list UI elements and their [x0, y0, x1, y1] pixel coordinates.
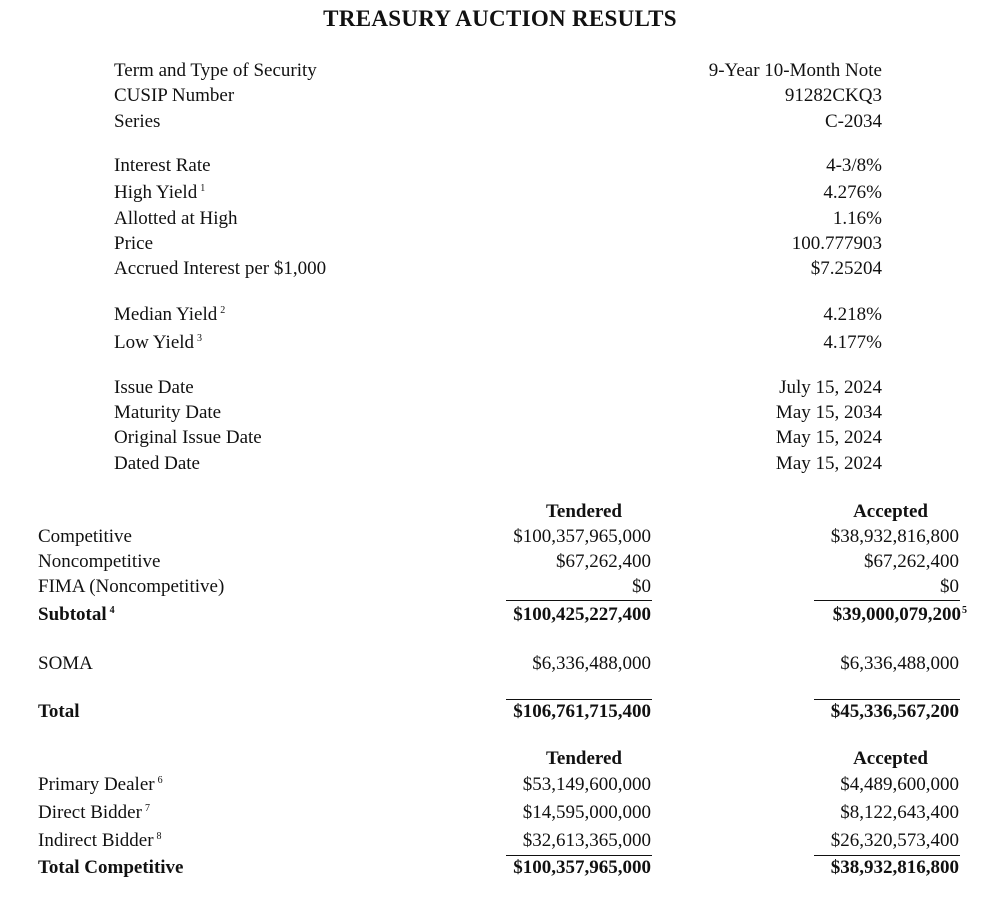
security-label: Low Yield $^3$: [114, 332, 203, 353]
security-row-median-yield: [0, 303, 1000, 327]
cell-tendered: $106,761,715,400: [513, 701, 651, 722]
security-row-dated-date: [0, 452, 1000, 476]
row-label: Subtotal $^4$: [38, 604, 115, 625]
table-row: [0, 773, 1000, 797]
security-label: Maturity Date: [114, 402, 222, 423]
row-label: Competitive: [38, 526, 132, 547]
cell-tendered: $100,357,965,000: [513, 857, 651, 878]
security-value: 4.218%: [823, 304, 882, 325]
footnote-ref: 2: [220, 305, 226, 316]
cell-tendered: $100,425,227,400: [513, 604, 651, 625]
cell-accepted: $39,000,079,200$^5$: [832, 604, 967, 625]
security-value: $7.25204: [810, 258, 882, 279]
subtotal-rule-accepted: [814, 600, 960, 601]
row-label: SOMA: [38, 653, 93, 674]
security-row-price: [0, 232, 1000, 256]
security-row-allotted: [0, 207, 1000, 231]
footnote-ref: 7: [144, 803, 150, 814]
cell-tendered: $67,262,400: [556, 551, 651, 572]
cell-accepted: $26,320,573,400: [830, 830, 959, 851]
security-row-interest-rate: [0, 154, 1000, 178]
cell-tendered: $0: [632, 576, 651, 597]
security-value: 100.777903: [791, 233, 882, 254]
security-row-accrued: [0, 257, 1000, 281]
cell-accepted: $8,122,643,400: [840, 802, 959, 823]
cell-accepted: $0: [940, 576, 959, 597]
table-row-total-competitive: [0, 856, 1000, 880]
cell-tendered: $100,357,965,000: [513, 526, 651, 547]
table-header: [0, 500, 1000, 524]
table-header: [0, 747, 1000, 771]
row-label: Total Competitive: [38, 857, 184, 878]
header-accepted: Accepted: [853, 501, 928, 522]
security-value: C-2034: [825, 111, 882, 132]
security-value: 4.177%: [823, 332, 882, 353]
security-value: 1.16%: [832, 208, 882, 229]
security-value: 91282CKQ3: [784, 85, 882, 106]
row-label: Indirect Bidder $^8$: [38, 830, 162, 851]
security-value: 4.276%: [823, 182, 882, 203]
row-label: Noncompetitive: [38, 551, 161, 572]
footnote-ref: 5: [962, 605, 967, 616]
row-label: Total: [38, 701, 80, 722]
security-label: Allotted at High: [114, 208, 238, 229]
table-row: [0, 575, 1000, 599]
table-row-total: [0, 700, 1000, 724]
cell-accepted: $45,336,567,200: [830, 701, 959, 722]
security-row-cusip: [0, 84, 1000, 108]
table-row: [0, 525, 1000, 549]
security-value: 4-3/8%: [826, 155, 882, 176]
footnote-ref: 4: [109, 605, 115, 616]
security-label: Original Issue Date: [114, 427, 262, 448]
cell-tendered: $32,613,365,000: [522, 830, 651, 851]
security-row-series: [0, 110, 1000, 134]
subtotal-rule-tendered: [506, 600, 652, 601]
security-label: Dated Date: [114, 453, 200, 474]
security-row-original-issue-date: [0, 426, 1000, 450]
header-tendered: Tendered: [545, 501, 622, 522]
table-row: [0, 652, 1000, 676]
cell-tendered: $14,595,000,000: [522, 802, 651, 823]
row-label: FIMA (Noncompetitive): [38, 576, 225, 597]
security-label: Accrued Interest per $1,000: [114, 258, 327, 279]
page-title: TREASURY AUCTION RESULTS: [323, 6, 677, 31]
cell-accepted: $6,336,488,000: [840, 653, 959, 674]
security-label: Term and Type of Security: [114, 60, 317, 81]
cell-tendered: $6,336,488,000: [532, 653, 651, 674]
cell-accepted: $4,489,600,000: [840, 774, 959, 795]
security-label: CUSIP Number: [114, 85, 235, 106]
row-label: Direct Bidder $^7$: [38, 802, 150, 823]
table-row: [0, 550, 1000, 574]
security-label: Price: [114, 233, 154, 254]
security-label: Issue Date: [114, 377, 194, 398]
cell-tendered: $53,149,600,000: [522, 774, 651, 795]
header-tendered: Tendered: [545, 748, 622, 769]
cell-accepted: $38,932,816,800: [830, 526, 959, 547]
security-value: 9-Year 10-Month Note: [708, 60, 882, 81]
cell-accepted: $38,932,816,800: [830, 857, 959, 878]
footnote-ref: 8: [156, 831, 162, 842]
table-row: [0, 801, 1000, 825]
security-row-low-yield: [0, 331, 1000, 355]
footnote-ref: 3: [197, 333, 203, 344]
row-label: Primary Dealer $^6$: [38, 774, 163, 795]
footnote-ref: 1: [200, 183, 206, 194]
security-row-maturity-date: [0, 401, 1000, 425]
security-value: May 15, 2034: [775, 402, 882, 423]
header-accepted: Accepted: [853, 748, 928, 769]
security-label: Interest Rate: [114, 155, 211, 176]
security-row-term: [0, 59, 1000, 83]
footnote-ref: 6: [157, 775, 163, 786]
security-value: July 15, 2024: [779, 377, 882, 398]
security-row-high-yield: [0, 181, 1000, 205]
security-value: May 15, 2024: [775, 453, 882, 474]
security-label: Series: [114, 111, 161, 132]
security-row-issue-date: [0, 376, 1000, 400]
table-row: [0, 829, 1000, 853]
security-label: High Yield $^1$: [114, 182, 206, 203]
table-row-subtotal: [0, 603, 1000, 627]
cell-accepted: $67,262,400: [864, 551, 959, 572]
security-label: Median Yield $^2$: [114, 304, 226, 325]
security-value: May 15, 2024: [775, 427, 882, 448]
